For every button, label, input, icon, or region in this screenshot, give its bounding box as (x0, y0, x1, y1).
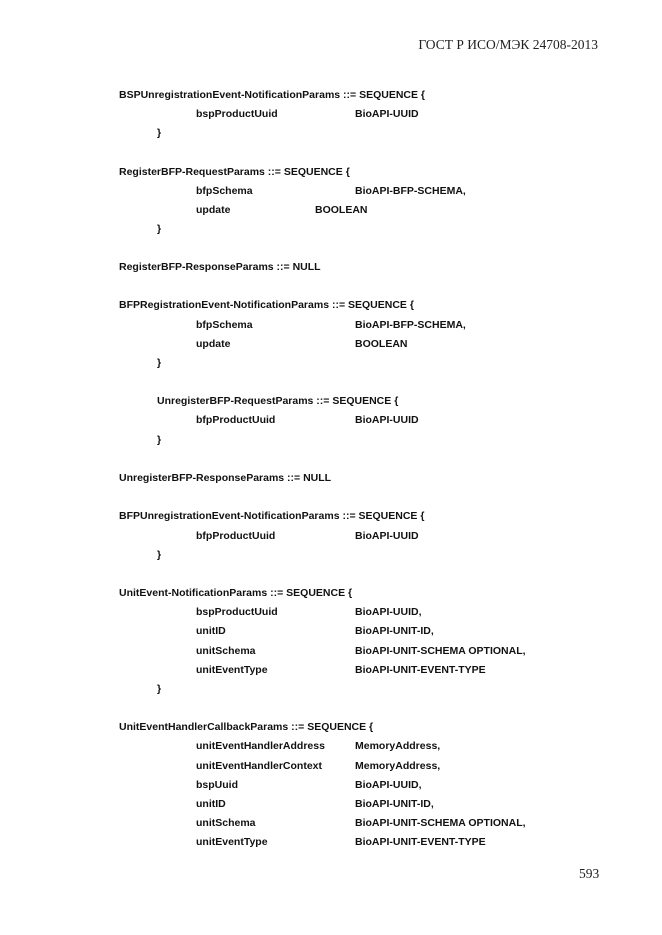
code-line: } (157, 549, 162, 561)
document-header-standard: ГОСТ Р ИСО/МЭК 24708-2013 (418, 37, 598, 52)
code-line: UnitEventHandlerCallbackParams ::= SEQUENCE { (119, 721, 374, 733)
code-line: unitSchema (196, 817, 256, 829)
code-line: bspProductUuid (196, 606, 278, 618)
code-line: update (196, 338, 231, 350)
code-line: } (157, 434, 162, 446)
code-line: } (157, 127, 162, 139)
code-line: bspProductUuid (196, 108, 278, 120)
code-line: RegisterBFP-ResponseParams ::= NULL (119, 261, 321, 273)
code-line: unitID (196, 625, 226, 637)
code-line: BioAPI-UNIT-EVENT-TYPE (355, 664, 486, 676)
code-line: } (157, 223, 162, 235)
code-line: bfpSchema (196, 319, 253, 331)
code-line: BioAPI-UUID, (355, 779, 422, 791)
code-line: BioAPI-UNIT-EVENT-TYPE (355, 836, 486, 848)
code-line: BioAPI-BFP-SCHEMA, (355, 319, 466, 331)
code-line: RegisterBFP-RequestParams ::= SEQUENCE { (119, 166, 350, 178)
code-line: unitEventHandlerAddress (196, 740, 325, 752)
code-line: MemoryAddress, (355, 760, 441, 772)
code-line: BioAPI-UUID (355, 108, 419, 120)
code-line: MemoryAddress, (355, 740, 441, 752)
code-line: BioAPI-UNIT-SCHEMA OPTIONAL, (355, 817, 526, 829)
code-line: unitEventType (196, 664, 268, 676)
code-line: BioAPI-UUID, (355, 606, 422, 618)
code-line: unitEventHandlerContext (196, 760, 323, 772)
code-line: update (196, 204, 231, 216)
code-line: BioAPI-UUID (355, 414, 419, 426)
code-line: BioAPI-UNIT-ID, (355, 798, 434, 810)
code-line: BioAPI-UUID (355, 530, 419, 542)
page-number: 593 (579, 866, 600, 881)
code-line: bspUuid (196, 779, 238, 791)
code-line: BioAPI-BFP-SCHEMA, (355, 185, 466, 197)
code-line: bfpProductUuid (196, 530, 276, 542)
code-line: UnregisterBFP-ResponseParams ::= NULL (119, 472, 332, 484)
code-line: unitID (196, 798, 226, 810)
code-line: BOOLEAN (355, 338, 408, 350)
code-line: unitSchema (196, 645, 256, 657)
code-line: UnregisterBFP-RequestParams ::= SEQUENCE { (157, 395, 399, 407)
code-line: BFPUnregistrationEvent-NotificationParams ::= SEQUENCE { (119, 510, 425, 522)
code-line: BioAPI-UNIT-ID, (355, 625, 434, 637)
code-line: BioAPI-UNIT-SCHEMA OPTIONAL, (355, 645, 526, 657)
code-line: bfpProductUuid (196, 414, 276, 426)
code-line: UnitEvent-NotificationParams ::= SEQUENCE { (119, 587, 353, 599)
code-line: BFPRegistrationEvent-NotificationParams ::= SEQUENCE { (119, 299, 414, 311)
code-line: bfpSchema (196, 185, 253, 197)
code-line: } (157, 683, 162, 695)
code-line: BSPUnregistrationEvent-NotificationParams ::= SEQUENCE { (119, 89, 426, 101)
code-line: unitEventType (196, 836, 268, 848)
code-line: BOOLEAN (315, 204, 368, 216)
code-line: } (157, 357, 162, 369)
